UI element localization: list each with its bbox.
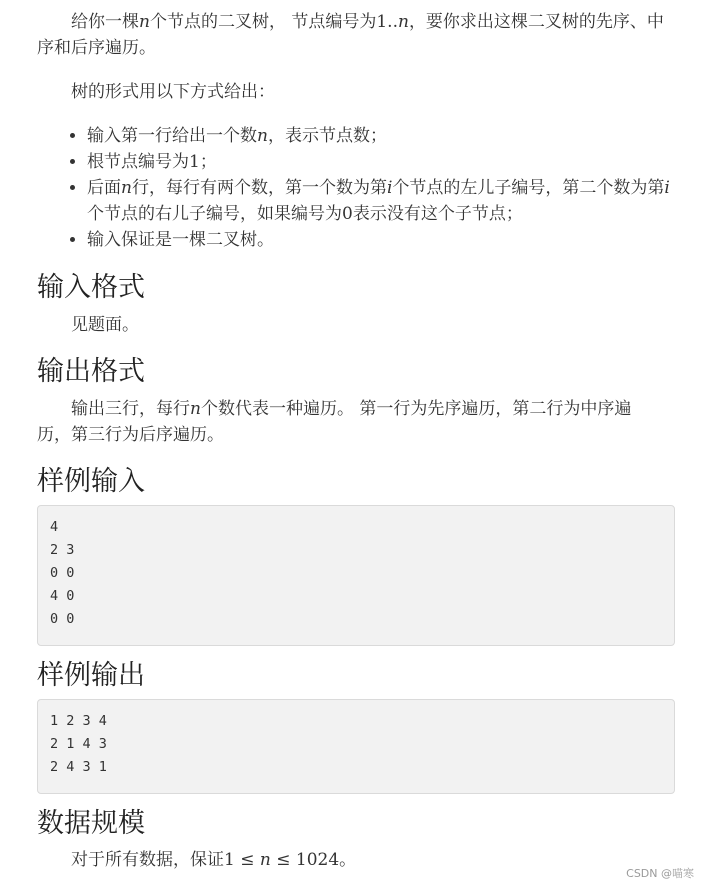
sample-input-code: 4 2 3 0 0 4 0 0 0 [37,505,675,646]
list-item: • 根节点编号为1； [87,149,677,175]
num-zero: 0 [342,204,353,224]
form-intro-paragraph [37,79,677,105]
var-n: n [259,850,271,870]
csdn-watermark: CSDN @喵寒 [626,867,694,880]
var-i: i [386,178,393,198]
var-i: i [664,178,670,198]
var-n: n [190,399,201,419]
input-format-text: 见题面。 [71,315,139,335]
intro-text-1: 给你一棵 [71,12,139,32]
list-item: • 输入保证是一棵二叉树。 [87,227,677,253]
le-sign: ≤ [234,850,260,870]
num-one: 1 [224,850,235,870]
input-format-heading: 输入格式 [37,272,145,303]
num-one: 1 [189,152,200,172]
output-format-heading: 输出格式 [37,356,145,387]
output-format-text: 输出三行，每行n个数代表一种遍历。 第一行为先序遍历，第二行为中序遍历，第三行为后序遍历。 [37,399,632,445]
form-intro-text: 树的形式用以下方式给出： [71,82,275,102]
tree-format-list [37,123,677,253]
num-max: 1024 [295,850,340,870]
le-sign: ≤ [270,850,296,870]
var-n: n [121,178,132,198]
sample-output-heading: 样例输出 [37,660,145,691]
intro-paragraph [37,9,677,61]
intro-text-3: ，要你求出这棵二叉树的先序、中序和后序遍历。 [37,12,664,58]
var-n: n [397,12,409,32]
data-scale-text: 对于所有数据，保证1 ≤ n ≤ 1024。 [71,850,357,870]
data-scale-heading: 数据规模 [37,808,145,839]
var-n: n [139,12,150,32]
list-item: • 输入第一行给出一个数n，表示节点数； [87,123,677,149]
sample-output-code: 1 2 3 4 2 1 4 3 2 4 3 1 [37,699,675,794]
list-item: • 后面n行，每行有两个数，第一个数为第i个节点的左儿子编号，第二个数为第i个节点的右儿子编号，如果编号为0表示没有这个子节点； [87,175,677,227]
sample-input-heading: 样例输入 [37,466,145,497]
range-start: 1.. [376,12,398,32]
intro-text-2: 个节点的二叉树， 节点编号为 [149,12,377,32]
var-n: n [257,126,268,146]
